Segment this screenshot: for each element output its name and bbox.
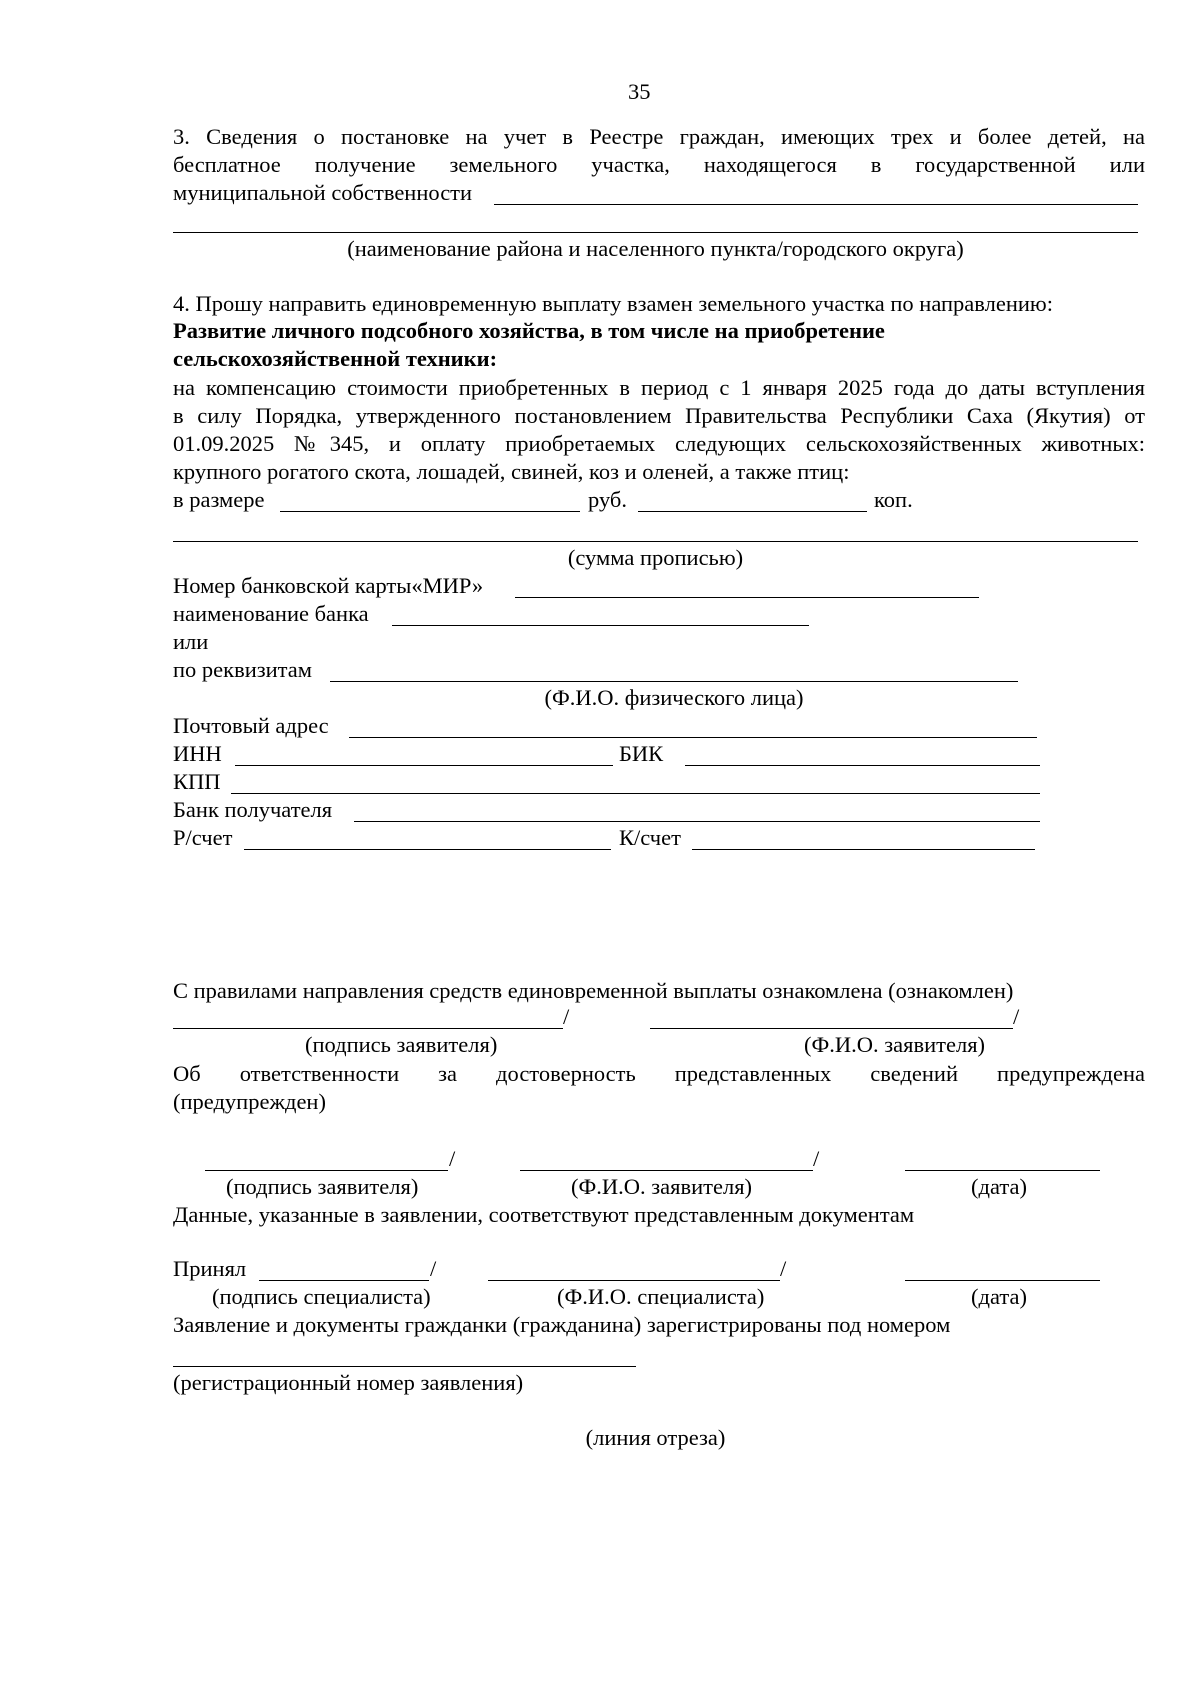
- recipient-bank-field-line[interactable]: [354, 821, 1040, 822]
- requisites-field-line[interactable]: [330, 681, 1018, 682]
- responsibility-line1: Об ответственности за достоверность представленных сведений предупреждена: [173, 1061, 1145, 1086]
- section4-p2: в силу Порядка, утвержденного постановлением Правительства Республики Саха (Якутия) от: [173, 403, 1145, 428]
- corr-account-field-line[interactable]: [692, 849, 1035, 850]
- cut-line-caption: (линия отреза): [585, 1425, 726, 1450]
- resp-signature-line[interactable]: [205, 1170, 448, 1171]
- slash: /: [449, 1146, 456, 1171]
- section4-bold2: [173, 346, 497, 372]
- section4-bold2-text: сельскохозяйственной техники:: [173, 346, 498, 371]
- resp-sig-caption: (подпись заявителя): [226, 1174, 419, 1199]
- district-caption: (наименование района и населенного пункта/городского округа): [347, 236, 964, 261]
- registry-field-line[interactable]: [494, 204, 1138, 205]
- section4-line1: 4. Прошу направить единовременную выплату взамен земельного участка по направлению:: [173, 291, 1053, 316]
- specialist-date-line[interactable]: [905, 1280, 1100, 1281]
- bik-label: БИК: [619, 741, 664, 766]
- slash: /: [813, 1146, 820, 1171]
- account-field-line[interactable]: [244, 849, 611, 850]
- bik-field-line[interactable]: [685, 765, 1040, 766]
- section4-bold1-text: Развитие личного подсобного хозяйства, в том числе на приобретение: [173, 318, 885, 343]
- section4-p3: 01.09.2025 №345, и оплату приобретаемых следующих сельскохозяйственных животных:: [173, 431, 1145, 456]
- responsibility-line2: (предупрежден): [173, 1089, 326, 1114]
- section3-line2: бесплатное получение земельного участка, находящегося в государственной или: [173, 152, 1145, 177]
- resp-fio-line[interactable]: [520, 1170, 813, 1171]
- card-label: Номер банковской карты«МИР»: [173, 573, 484, 598]
- page-number: 35: [628, 79, 651, 104]
- resp-fio-caption: (Ф.И.О. заявителя): [571, 1174, 753, 1199]
- section4-p1: на компенсацию стоимости приобретенных в период с 1 января 2025 года до даты вступления: [173, 375, 1145, 400]
- corr-account-label: К/счет: [619, 825, 681, 850]
- rules-sig-caption: (подпись заявителя): [305, 1032, 498, 1057]
- bank-name-label: наименование банка: [173, 601, 369, 626]
- bank-name-field-line[interactable]: [392, 625, 809, 626]
- registered-text: Заявление и документы гражданки (гражданина) зарегистрированы под номером: [173, 1312, 951, 1337]
- rub-field-line[interactable]: [280, 511, 580, 512]
- section3-line1: 3. Сведения о постановке на учет в Реестре граждан, имеющих трех и более детей, на: [173, 124, 1145, 149]
- specialist-fio-line[interactable]: [488, 1280, 780, 1281]
- reg-number-line[interactable]: [173, 1366, 636, 1367]
- postal-label: Почтовый адрес: [173, 713, 329, 738]
- rules-text: С правилами направления средств единовременной выплаты ознакомлена (ознакомлен): [173, 978, 1014, 1003]
- section4-bold1: [173, 318, 885, 344]
- specialist-fio-caption: (Ф.И.О. специалиста): [557, 1284, 765, 1309]
- inn-field-line[interactable]: [235, 765, 613, 766]
- sum-caption: (сумма прописью): [567, 545, 744, 570]
- kop-field-line[interactable]: [638, 511, 867, 512]
- resp-date-line[interactable]: [905, 1170, 1100, 1171]
- rules-signature-line[interactable]: [173, 1028, 563, 1029]
- slash: /: [563, 1004, 570, 1029]
- card-field-line[interactable]: [515, 597, 979, 598]
- specialist-signature-line[interactable]: [259, 1280, 429, 1281]
- slash: /: [780, 1256, 787, 1281]
- rules-fio-caption: (Ф.И.О. заявителя): [804, 1032, 986, 1057]
- kop-label: коп.: [874, 487, 913, 512]
- resp-date-caption: (дата): [971, 1174, 1027, 1199]
- data-match-text: Данные, указанные в заявлении, соответствуют представленным документам: [173, 1202, 915, 1227]
- person-caption: (Ф.И.О. физического лица): [544, 685, 804, 710]
- recipient-bank-label: Банк получателя: [173, 797, 333, 822]
- accepted-label: Принял: [173, 1256, 247, 1281]
- section3-line3: муниципальной собственности: [173, 180, 473, 205]
- specialist-date-caption: (дата): [971, 1284, 1027, 1309]
- specialist-sig-caption: (подпись специалиста): [212, 1284, 431, 1309]
- section4-p4: крупного рогатого скота, лошадей, свиней, коз и оленей, а также птиц:: [173, 459, 850, 484]
- kpp-label: КПП: [173, 769, 221, 794]
- slash: /: [1013, 1004, 1020, 1029]
- slash: /: [430, 1256, 437, 1281]
- requisites-label: по реквизитам: [173, 657, 313, 682]
- account-label: Р/счет: [173, 825, 233, 850]
- sum-words-field-line[interactable]: [173, 541, 1138, 542]
- or-label: или: [173, 629, 209, 654]
- reg-number-caption: (регистрационный номер заявления): [173, 1370, 524, 1395]
- rub-label: руб.: [588, 487, 627, 512]
- amount-label: в размере: [173, 487, 265, 512]
- kpp-field-line[interactable]: [231, 793, 1040, 794]
- district-field-line[interactable]: [173, 232, 1138, 233]
- rules-fio-line[interactable]: [650, 1028, 1013, 1029]
- inn-label: ИНН: [173, 741, 222, 766]
- postal-field-line[interactable]: [349, 737, 1037, 738]
